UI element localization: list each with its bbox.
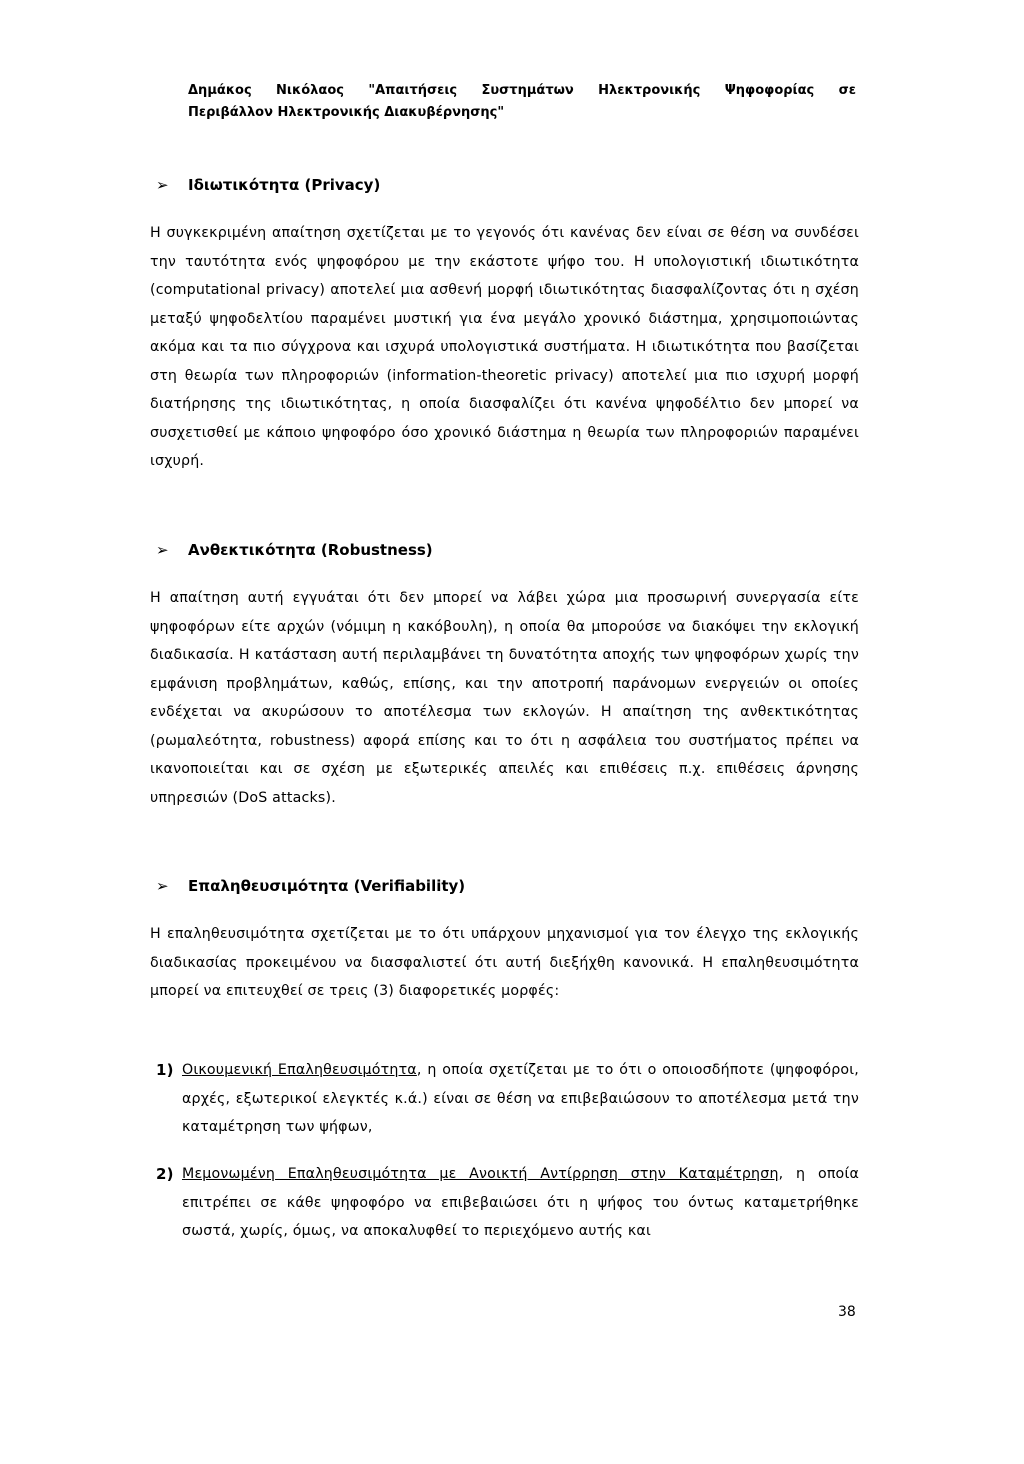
paragraph-verifiability: Η επαληθευσιμότητα σχετίζεται με το ότι υπάρχουν μηχανισμοί για τον έλεγχο της εκλογικής διαδικασίας προκειμένου να διασφαλιστεί ότι αυτή διεξήχθη κανονικά. Η επαληθευσιμότητα μπορεί να επιτευχθεί σε τρεις (3) διαφορετικές μορφές: (150, 926, 859, 999)
header-line-2: Περιβάλλον Ηλεκτρονικής Διακυβέρνησης" (188, 105, 505, 120)
paragraph-robustness: Η απαίτηση αυτή εγγυάται ότι δεν μπορεί να λάβει χώρα μια προσωρινή συνεργασία είτε ψηφοφόρων είτε αρχών (νόμιμη η κακόβουλη), η οποία θα μπορούσε να διακόψει την εκλογική διαδικασία. Η κατάσταση αυτή περιλαμβάνει τη δυνατότητα αποχής των ψηφοφόρων χωρίς την εμφάνιση προβλημάτων, καθώς, επίσης, και την αποτροπή παράνομων ενεργειών οι οποίες ενδέχεται να ακυρώσουν το αποτέλεσμα των εκλογών. Η απαίτηση της ανθεκτικότητας (ρωμαλεότητα, robustness) αφορά επίσης και το ότι η ασφάλεια του συστήματος πρέπει να ικανοποιείται και σε σχέση με εξωτερικές απειλές και επιθέσεις π.χ. επιθέσεις άρνησης υπηρεσιών (DoS attacks). (150, 590, 859, 806)
section-heading-privacy (156, 176, 380, 194)
list-item (156, 1056, 859, 1142)
list-item-text: , η οποία επιτρέπει σε κάθε ψηφοφόρο να επιβεβαιώσει ότι η ψήφος του όντως καταμετρήθηκε σωστά, χωρίς, όμως, να αποκαλυφθεί το περιεχόμενο αυτής και (182, 1166, 859, 1239)
list-number: 1) (156, 1061, 174, 1079)
section-heading-robustness (156, 541, 433, 559)
list-item-body (182, 1160, 859, 1246)
header-line-1: Δημάκος Νικόλαος "Απαιτήσεις Συστημάτων Ηλεκτρονικής Ψηφοφορίας σε (188, 83, 856, 98)
list-item-link[interactable]: Οικουμενική Επαληθευσιμότητα (182, 1062, 417, 1078)
arrow-bullet-icon: ➢ (156, 541, 169, 559)
list-item (156, 1160, 859, 1246)
section-heading-verifiability (156, 877, 465, 895)
list-number: 2) (156, 1165, 174, 1183)
list-item-text: , η οποία σχετίζεται με το ότι ο οποιοσδήποτε (ψηφοφόροι, αρχές, εξωτερικοί ελεγκτές κ.ά.) είναι σε θέση να επιβεβαιώσουν το αποτέλεσμα μετά την καταμέτρηση των ψήφων, (182, 1062, 859, 1135)
paragraph-privacy: Η συγκεκριμένη απαίτηση σχετίζεται με το γεγονός ότι κανένας δεν είναι σε θέση να συνδέσει την ταυτότητα ενός ψηφοφόρου με την εκάστοτε ψήφο του. Η υπολογιστική ιδιωτικότητα (computational privacy) αποτελεί μια ασθενή μορφή ιδιωτικότητας διασφαλίζοντας ότι η σχέση μεταξύ ψηφοδελτίου παραμένει μυστική για ένα μεγάλο χρονικό διάστημα, χρησιμοποιώντας ακόμα και τα πιο σύγχρονα και ισχυρά υπολογιστικά συστήματα. Η ιδιωτικότητα που βασίζεται στη θεωρία των πληροφοριών (information-theoretic privacy) αποτελεί μια πιο ισχυρή μορφή διατήρησης της ιδιωτικότητας, η οποία διασφαλίζει ότι κανένα ψηφοδέλτιο δεν μπορεί να συσχετισθεί με κάποιο ψηφοφόρο όσο χρονικό διάστημα η θεωρία των πληροφοριών παραμένει ισχυρή. (150, 225, 859, 469)
section-title: Ανθεκτικότητα (Robustness) (188, 541, 433, 559)
running-header (188, 80, 856, 124)
section-title: Ιδιωτικότητα (Privacy) (188, 176, 381, 194)
list-item-link[interactable]: Μεμονωμένη Επαληθευσιμότητα με Ανοικτή Αντίρρηση στην Καταμέτρηση (182, 1166, 779, 1182)
list-item-body (182, 1056, 859, 1142)
arrow-bullet-icon: ➢ (156, 877, 169, 895)
arrow-bullet-icon: ➢ (156, 176, 169, 194)
section-title: Επαληθευσιμότητα (Verifiability) (188, 877, 466, 895)
page-number: 38 (838, 1304, 856, 1320)
